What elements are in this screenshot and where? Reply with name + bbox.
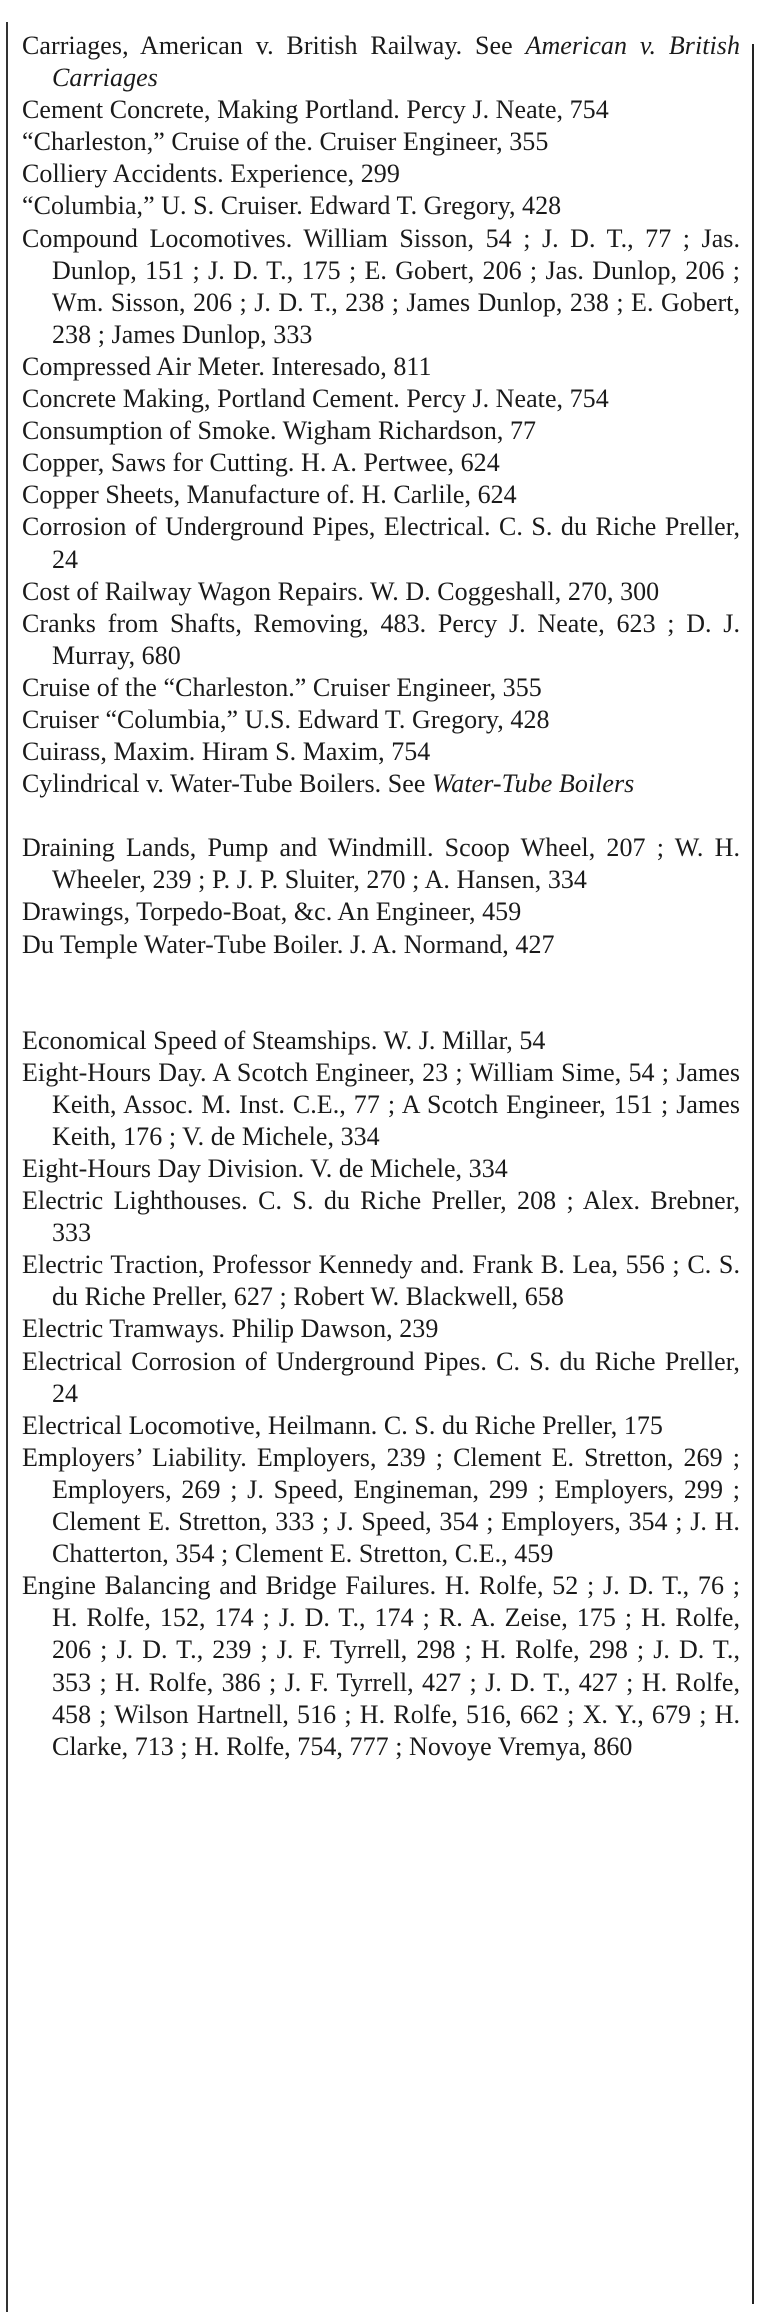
right-column-rule [752, 44, 754, 2304]
index-column [22, 30, 740, 1763]
index-entry-text: Employers’ Liability. Employers, 239 ; Clement E. Stretton, 269 ; Employers, 269 ; J. Speed, Engineman, 299 ; Employers, 299 ; Clement E. Stretton, 333 ; J. Speed, 354 ; Employers, 354 ; J. H. Chatterton, 354 ; Clement E. Stretton, C.E., 459 [22, 1442, 740, 1569]
index-entry [22, 1249, 740, 1313]
index-entry-text: Cruise of the “Charleston.” Cruiser Engineer, 355 [22, 672, 542, 702]
index-entry-see-reference: American v. British Carriages [52, 31, 740, 93]
index-entry-text: Electric Tramways. Philip Dawson, 239 [22, 1314, 439, 1344]
index-entry [22, 1313, 740, 1345]
index-entry-text: Cruiser “Columbia,” U.S. Edward T. Gregory, 428 [22, 704, 550, 734]
index-entry [22, 768, 740, 800]
index-entry [22, 832, 740, 896]
index-entry [22, 30, 740, 94]
index-entry-text: Electrical Locomotive, Heilmann. C. S. du Riche Preller, 175 [22, 1410, 663, 1440]
index-entry-text: Cuirass, Maxim. Hiram S. Maxim, 754 [22, 737, 431, 767]
index-entry-text: Du Temple Water-Tube Boiler. J. A. Normand, 427 [22, 929, 555, 959]
index-entry [22, 190, 740, 222]
index-entry [22, 351, 740, 383]
index-entry-text: Compressed Air Meter. Interesado, 811 [22, 351, 432, 381]
index-entry-text: Copper Sheets, Manufacture of. H. Carlile, 624 [22, 480, 517, 510]
index-entry [22, 94, 740, 126]
index-entry [22, 704, 740, 736]
index-entry [22, 1025, 740, 1057]
index-entry-see-reference: Water-Tube Boilers [431, 769, 635, 799]
index-entry [22, 126, 740, 158]
index-entry [22, 479, 740, 511]
index-entry [22, 223, 740, 351]
index-entry [22, 896, 740, 928]
index-entry [22, 1570, 740, 1763]
index-entry-text: Electric Lighthouses. C. S. du Riche Preller, 208 ; Alex. Brebner, 333 [22, 1186, 740, 1248]
index-entry [22, 158, 740, 190]
index-entry [22, 1185, 740, 1249]
section-gap [22, 961, 740, 1025]
index-entry-text: Consumption of Smoke. Wigham Richardson, 77 [22, 416, 537, 446]
index-entry-text: Cylindrical v. Water-Tube Boilers. See [22, 769, 432, 799]
index-entry-text: Draining Lands, Pump and Windmill. Scoop Wheel, 207 ; W. H. Wheeler, 239 ; P. J. P. Sluiter, 270 ; A. Hansen, 334 [22, 833, 740, 895]
index-entry-text: “Columbia,” U. S. Cruiser. Edward T. Gregory, 428 [22, 191, 562, 221]
index-entry [22, 672, 740, 704]
index-entry-text: Eight-Hours Day. A Scotch Engineer, 23 ; William Sime, 54 ; James Keith, Assoc. M. Inst. C.E., 77 ; A Scotch Engineer, 151 ; James Keith, 176 ; V. de Michele, 334 [22, 1057, 740, 1151]
index-entry [22, 608, 740, 672]
index-entry-text: Corrosion of Underground Pipes, Electrical. C. S. du Riche Preller, 24 [22, 512, 740, 574]
index-entry [22, 447, 740, 479]
index-entry [22, 1153, 740, 1185]
index-entry-text: Cranks from Shafts, Removing, 483. Percy J. Neate, 623 ; D. J. Murray, 680 [22, 608, 740, 670]
index-entry-text: Cost of Railway Wagon Repairs. W. D. Coggeshall, 270, 300 [22, 576, 660, 606]
index-entry [22, 1057, 740, 1153]
index-entry [22, 415, 740, 447]
index-entry-text: Electrical Corrosion of Underground Pipes. C. S. du Riche Preller, 24 [22, 1346, 740, 1408]
index-entry [22, 511, 740, 575]
index-entry-text: Cement Concrete, Making Portland. Percy J. Neate, 754 [22, 95, 609, 125]
index-entry-text: Colliery Accidents. Experience, 299 [22, 159, 400, 189]
index-entry [22, 1410, 740, 1442]
index-entry-text: Eight-Hours Day Division. V. de Michele, 334 [22, 1154, 508, 1183]
index-entry [22, 383, 740, 415]
index-entry-text: “Charleston,” Cruise of the. Cruiser Engineer, 355 [22, 127, 549, 157]
index-entry-text: Drawings, Torpedo-Boat, &c. An Engineer, 459 [22, 897, 522, 927]
section-gap [22, 800, 740, 832]
left-column-rule [6, 22, 8, 2312]
index-entry-text: Compound Locomotives. William Sisson, 54 ; J. D. T., 77 ; Jas. Dunlop, 151 ; J. D. T., 175 ; E. Gobert, 206 ; Jas. Dunlop, 206 ; Wm. Sisson, 206 ; J. D. T., 238 ; James Dunlop, 238 ; E. Gobert, 238 ; James Dunlop, 333 [22, 223, 740, 349]
index-entry-text: Engine Balancing and Bridge Failures. H. Rolfe, 52 ; J. D. T., 76 ; H. Rolfe, 152, 174 ; J. D. T., 174 ; R. A. Zeise, 175 ; H. Rolfe, 206 ; J. D. T., 239 ; J. F. Tyrrell, 298 ; H. Rolfe, 298 ; J. D. T., 353 ; H. Rolfe, 386 ; J. F. Tyrrell, 427 ; J. D. T., 427 ; H. Rolfe, 458 ; Wilson Hartnell, 516 ; H. Rolfe, 516, 662 ; X. Y., 679 ; H. Clarke, 713 ; H. Rolfe, 754, 777 ; Novoye Vremya, 860 [22, 1571, 740, 1761]
index-entry-text: Copper, Saws for Cutting. H. A. Pertwee, 624 [22, 448, 500, 478]
index-entry [22, 1442, 740, 1570]
index-entry-text: Carriages, American v. British Railway. See [22, 31, 526, 60]
index-entry-text: Concrete Making, Portland Cement. Percy J. Neate, 754 [22, 384, 609, 414]
index-entry-text: Economical Speed of Steamships. W. J. Millar, 54 [22, 1025, 546, 1055]
index-entry [22, 736, 740, 768]
index-entry [22, 576, 740, 608]
index-entry [22, 929, 740, 961]
index-entry [22, 1346, 740, 1410]
index-entry-text: Electric Traction, Professor Kennedy and. Frank B. Lea, 556 ; C. S. du Riche Preller, 627 ; Robert W. Blackwell, 658 [22, 1250, 740, 1312]
